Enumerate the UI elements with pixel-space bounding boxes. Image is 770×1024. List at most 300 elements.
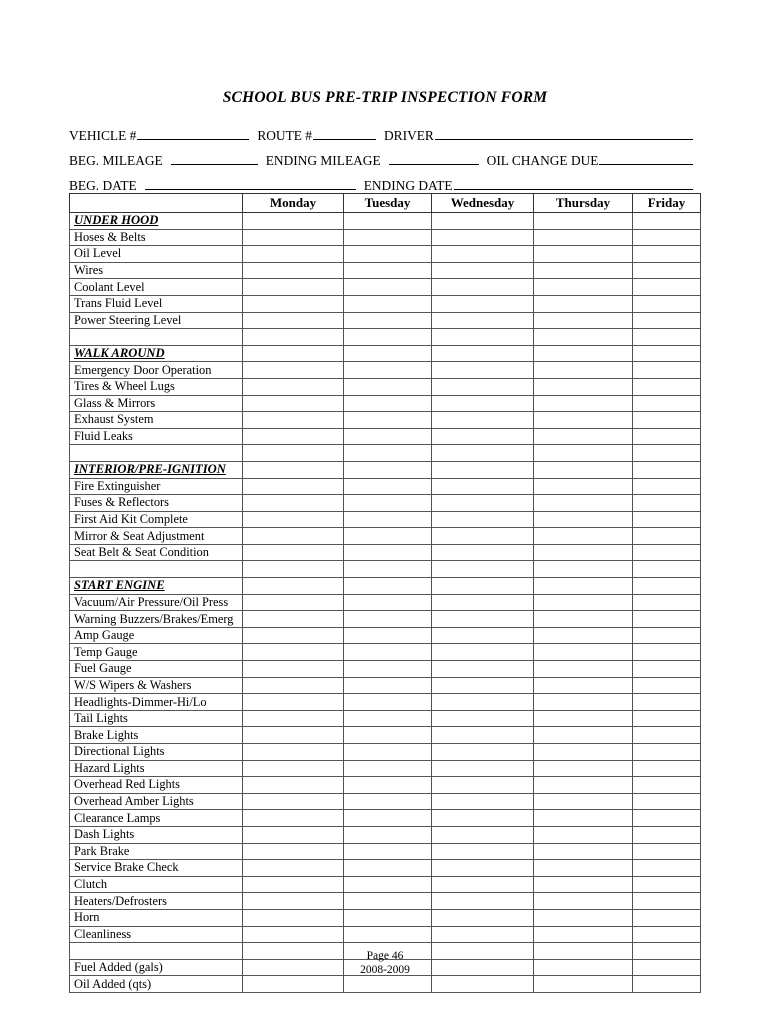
checkbox-cell-monday[interactable] [243, 461, 344, 478]
checkbox-cell-friday[interactable] [633, 362, 701, 379]
checkbox-cell-friday[interactable] [633, 644, 701, 661]
checkbox-cell-friday[interactable] [633, 495, 701, 512]
checkbox-cell-tuesday [344, 445, 432, 462]
checkbox-cell-friday[interactable] [633, 727, 701, 744]
checkbox-cell-monday[interactable] [243, 860, 344, 877]
checkbox-cell-monday[interactable] [243, 976, 344, 993]
beginning-mileage-field[interactable] [171, 153, 258, 165]
checkbox-cell-friday[interactable] [633, 744, 701, 761]
beginning-date-label: BEG. DATE [69, 178, 137, 193]
checkbox-cell-friday[interactable] [633, 544, 701, 561]
table-row [70, 976, 701, 993]
checkbox-cell-monday[interactable] [243, 544, 344, 561]
checkbox-cell-wednesday[interactable] [432, 793, 534, 810]
table-row [70, 295, 701, 312]
table-section-row [70, 345, 701, 362]
checkbox-cell-wednesday[interactable] [432, 976, 534, 993]
checkbox-cell-monday[interactable] [243, 295, 344, 312]
table-row [70, 428, 701, 445]
vehicle-number-field[interactable] [137, 128, 249, 140]
inspection-item-label: Cleanliness [70, 926, 243, 943]
checkbox-cell-tuesday[interactable] [344, 727, 432, 744]
checkbox-cell-wednesday[interactable] [432, 826, 534, 843]
checkbox-cell-wednesday[interactable] [432, 428, 534, 445]
checkbox-cell-tuesday[interactable] [344, 495, 432, 512]
checkbox-cell-thursday[interactable] [534, 611, 633, 628]
checkbox-cell-tuesday[interactable] [344, 909, 432, 926]
checkbox-cell-thursday[interactable] [534, 876, 633, 893]
checkbox-cell-monday[interactable] [243, 578, 344, 595]
inspection-item-label: Service Brake Check [70, 860, 243, 877]
checkbox-cell-tuesday[interactable] [344, 544, 432, 561]
checkbox-cell-wednesday [432, 329, 534, 346]
checkbox-cell-thursday[interactable] [534, 677, 633, 694]
checkbox-cell-monday[interactable] [243, 395, 344, 412]
table-header-day-monday: Monday [243, 194, 344, 213]
checkbox-cell-thursday[interactable] [534, 295, 633, 312]
checkbox-cell-tuesday[interactable] [344, 661, 432, 678]
inspection-item-label: Mirror & Seat Adjustment [70, 528, 243, 545]
checkbox-cell-friday[interactable] [633, 412, 701, 429]
checkbox-cell-thursday[interactable] [534, 744, 633, 761]
checkbox-cell-monday[interactable] [243, 362, 344, 379]
checkbox-cell-friday[interactable] [633, 893, 701, 910]
checkbox-cell-wednesday[interactable] [432, 461, 534, 478]
table-row [70, 644, 701, 661]
checkbox-cell-thursday[interactable] [534, 793, 633, 810]
checkbox-cell-friday[interactable] [633, 378, 701, 395]
checkbox-cell-wednesday[interactable] [432, 229, 534, 246]
checkbox-cell-tuesday[interactable] [344, 777, 432, 794]
checkbox-cell-thursday[interactable] [534, 345, 633, 362]
checkbox-cell-thursday[interactable] [534, 412, 633, 429]
checkbox-cell-thursday[interactable] [534, 279, 633, 296]
checkbox-cell-monday[interactable] [243, 661, 344, 678]
inspection-item-label: Oil Added (qts) [70, 976, 243, 993]
checkbox-cell-wednesday[interactable] [432, 528, 534, 545]
checkbox-cell-friday[interactable] [633, 926, 701, 943]
checkbox-cell-thursday[interactable] [534, 578, 633, 595]
checkbox-cell-thursday[interactable] [534, 710, 633, 727]
checkbox-cell-tuesday[interactable] [344, 213, 432, 230]
checkbox-cell-thursday[interactable] [534, 777, 633, 794]
checkbox-cell-friday[interactable] [633, 213, 701, 230]
checkbox-cell-wednesday[interactable] [432, 495, 534, 512]
inspection-item-label: Glass & Mirrors [70, 395, 243, 412]
checkbox-cell-wednesday[interactable] [432, 843, 534, 860]
checkbox-cell-tuesday[interactable] [344, 677, 432, 694]
inspection-item-label: Oil Level [70, 246, 243, 263]
checkbox-cell-tuesday[interactable] [344, 843, 432, 860]
checkbox-cell-wednesday[interactable] [432, 594, 534, 611]
page-footer [0, 950, 770, 977]
checkbox-cell-monday[interactable] [243, 428, 344, 445]
checkbox-cell-tuesday[interactable] [344, 246, 432, 263]
checkbox-cell-monday[interactable] [243, 262, 344, 279]
checkbox-cell-thursday[interactable] [534, 262, 633, 279]
checkbox-cell-thursday[interactable] [534, 229, 633, 246]
inspection-item-label: Power Steering Level [70, 312, 243, 329]
route-number-label: ROUTE # [257, 128, 313, 143]
checkbox-cell-monday[interactable] [243, 843, 344, 860]
checkbox-cell-monday[interactable] [243, 312, 344, 329]
checkbox-cell-monday[interactable] [243, 644, 344, 661]
checkbox-cell-monday[interactable] [243, 727, 344, 744]
checkbox-cell-tuesday[interactable] [344, 262, 432, 279]
table-row [70, 378, 701, 395]
checkbox-cell-thursday[interactable] [534, 594, 633, 611]
checkbox-cell-wednesday[interactable] [432, 876, 534, 893]
checkbox-cell-wednesday [432, 445, 534, 462]
checkbox-cell-thursday[interactable] [534, 378, 633, 395]
checkbox-cell-thursday[interactable] [534, 495, 633, 512]
checkbox-cell-monday[interactable] [243, 909, 344, 926]
checkbox-cell-friday[interactable] [633, 826, 701, 843]
checkbox-cell-wednesday[interactable] [432, 611, 534, 628]
table-row [70, 627, 701, 644]
checkbox-cell-friday [633, 445, 701, 462]
checkbox-cell-tuesday[interactable] [344, 744, 432, 761]
checkbox-cell-friday[interactable] [633, 295, 701, 312]
checkbox-cell-tuesday[interactable] [344, 893, 432, 910]
checkbox-cell-friday[interactable] [633, 528, 701, 545]
checkbox-cell-monday[interactable] [243, 279, 344, 296]
checkbox-cell-monday[interactable] [243, 777, 344, 794]
checkbox-cell-monday[interactable] [243, 926, 344, 943]
checkbox-cell-tuesday[interactable] [344, 627, 432, 644]
checkbox-cell-wednesday[interactable] [432, 810, 534, 827]
checkbox-cell-tuesday[interactable] [344, 345, 432, 362]
checkbox-cell-friday[interactable] [633, 345, 701, 362]
table-row [70, 777, 701, 794]
checkbox-cell-friday [633, 561, 701, 578]
table-row [70, 395, 701, 412]
section-heading [70, 213, 243, 230]
checkbox-cell-friday[interactable] [633, 843, 701, 860]
checkbox-cell-thursday[interactable] [534, 760, 633, 777]
checkbox-cell-tuesday[interactable] [344, 760, 432, 777]
checkbox-cell-wednesday[interactable] [432, 694, 534, 711]
checkbox-cell-thursday[interactable] [534, 461, 633, 478]
checkbox-cell-monday[interactable] [243, 594, 344, 611]
checkbox-cell-wednesday[interactable] [432, 727, 534, 744]
checkbox-cell-friday[interactable] [633, 976, 701, 993]
checkbox-cell-thursday[interactable] [534, 826, 633, 843]
inspection-item-label: Tail Lights [70, 710, 243, 727]
table-header-day-friday: Friday [633, 194, 701, 213]
table-row [70, 594, 701, 611]
checkbox-cell-friday[interactable] [633, 627, 701, 644]
checkbox-cell-wednesday[interactable] [432, 213, 534, 230]
checkbox-cell-monday [243, 329, 344, 346]
checkbox-cell-tuesday[interactable] [344, 694, 432, 711]
table-row [70, 810, 701, 827]
checkbox-cell-monday[interactable] [243, 793, 344, 810]
checkbox-cell-wednesday[interactable] [432, 710, 534, 727]
checkbox-cell-tuesday[interactable] [344, 395, 432, 412]
page-title: SCHOOL BUS PRE-TRIP INSPECTION FORM [222, 89, 548, 106]
table-section-row [70, 461, 701, 478]
checkbox-cell-thursday[interactable] [534, 528, 633, 545]
checkbox-cell-tuesday[interactable] [344, 578, 432, 595]
checkbox-cell-friday[interactable] [633, 611, 701, 628]
checkbox-cell-tuesday[interactable] [344, 644, 432, 661]
checkbox-cell-friday[interactable] [633, 909, 701, 926]
form-header-fields [69, 128, 694, 203]
checkbox-cell-wednesday[interactable] [432, 544, 534, 561]
checkbox-cell-friday[interactable] [633, 860, 701, 877]
table-row [70, 229, 701, 246]
checkbox-cell-tuesday[interactable] [344, 412, 432, 429]
checkbox-cell-friday[interactable] [633, 710, 701, 727]
spacer-cell [70, 329, 243, 346]
checkbox-cell-wednesday[interactable] [432, 677, 534, 694]
table-row [70, 826, 701, 843]
inspection-item-label: Dash Lights [70, 826, 243, 843]
table-row [70, 909, 701, 926]
checkbox-cell-thursday[interactable] [534, 544, 633, 561]
checkbox-cell-monday[interactable] [243, 810, 344, 827]
checkbox-cell-wednesday[interactable] [432, 860, 534, 877]
inspection-item-label: Fuel Added (gals) [70, 959, 243, 976]
checkbox-cell-thursday[interactable] [534, 395, 633, 412]
checkbox-cell-wednesday[interactable] [432, 378, 534, 395]
checkbox-cell-tuesday[interactable] [344, 926, 432, 943]
checkbox-cell-tuesday[interactable] [344, 229, 432, 246]
inspection-item-label: Fuel Gauge [70, 661, 243, 678]
section-heading-label: INTERIOR/PRE-IGNITION [74, 462, 226, 477]
inspection-item-label: Warning Buzzers/Brakes/Emerg [70, 611, 243, 628]
checkbox-cell-thursday[interactable] [534, 843, 633, 860]
checkbox-cell-tuesday[interactable] [344, 428, 432, 445]
checkbox-cell-monday[interactable] [243, 893, 344, 910]
inspection-item-label: Fuses & Reflectors [70, 495, 243, 512]
checkbox-cell-wednesday[interactable] [432, 777, 534, 794]
checkbox-cell-wednesday[interactable] [432, 760, 534, 777]
checkbox-cell-thursday[interactable] [534, 860, 633, 877]
inspection-item-label: Emergency Door Operation [70, 362, 243, 379]
checkbox-cell-monday[interactable] [243, 744, 344, 761]
checkbox-cell-wednesday[interactable] [432, 412, 534, 429]
checkbox-cell-wednesday[interactable] [432, 295, 534, 312]
checkbox-cell-friday[interactable] [633, 661, 701, 678]
checkbox-cell-wednesday[interactable] [432, 246, 534, 263]
checkbox-cell-thursday[interactable] [534, 213, 633, 230]
inspection-item-label: Fire Extinguisher [70, 478, 243, 495]
table-row [70, 279, 701, 296]
checkbox-cell-tuesday[interactable] [344, 876, 432, 893]
checkbox-cell-wednesday[interactable] [432, 893, 534, 910]
checkbox-cell-friday[interactable] [633, 594, 701, 611]
checkbox-cell-monday[interactable] [243, 495, 344, 512]
checkbox-cell-thursday[interactable] [534, 312, 633, 329]
checkbox-cell-tuesday[interactable] [344, 710, 432, 727]
checkbox-cell-friday[interactable] [633, 262, 701, 279]
inspection-item-label: Park Brake [70, 843, 243, 860]
checkbox-cell-friday[interactable] [633, 793, 701, 810]
checkbox-cell-monday[interactable] [243, 694, 344, 711]
checkbox-cell-thursday[interactable] [534, 644, 633, 661]
checkbox-cell-tuesday[interactable] [344, 826, 432, 843]
checkbox-cell-tuesday[interactable] [344, 860, 432, 877]
checkbox-cell-tuesday[interactable] [344, 279, 432, 296]
table-section-row [70, 213, 701, 230]
checkbox-cell-friday[interactable] [633, 578, 701, 595]
checkbox-cell-friday[interactable] [633, 312, 701, 329]
table-spacer-row [70, 329, 701, 346]
oil-change-due-label: OIL CHANGE DUE [486, 153, 599, 168]
checkbox-cell-tuesday[interactable] [344, 594, 432, 611]
table-row [70, 312, 701, 329]
checkbox-cell-thursday[interactable] [534, 661, 633, 678]
checkbox-cell-friday[interactable] [633, 395, 701, 412]
checkbox-cell-monday[interactable] [243, 876, 344, 893]
checkbox-cell-wednesday[interactable] [432, 262, 534, 279]
checkbox-cell-thursday[interactable] [534, 893, 633, 910]
checkbox-cell-wednesday[interactable] [432, 627, 534, 644]
checkbox-cell-monday[interactable] [243, 627, 344, 644]
checkbox-cell-monday[interactable] [243, 213, 344, 230]
checkbox-cell-monday [243, 445, 344, 462]
checkbox-cell-monday[interactable] [243, 611, 344, 628]
checkbox-cell-thursday[interactable] [534, 511, 633, 528]
oil-change-due-field[interactable] [599, 153, 693, 165]
table-row [70, 495, 701, 512]
ending-date-field[interactable] [454, 178, 693, 190]
checkbox-cell-wednesday[interactable] [432, 395, 534, 412]
form-line-mileage-oil [69, 153, 694, 178]
checkbox-cell-monday[interactable] [243, 229, 344, 246]
checkbox-cell-thursday [534, 445, 633, 462]
table-row [70, 926, 701, 943]
checkbox-cell-thursday[interactable] [534, 909, 633, 926]
checkbox-cell-thursday[interactable] [534, 246, 633, 263]
checkbox-cell-friday[interactable] [633, 478, 701, 495]
checkbox-cell-tuesday[interactable] [344, 511, 432, 528]
checkbox-cell-wednesday[interactable] [432, 909, 534, 926]
checkbox-cell-wednesday[interactable] [432, 312, 534, 329]
table-row [70, 544, 701, 561]
checkbox-cell-friday[interactable] [633, 229, 701, 246]
checkbox-cell-tuesday[interactable] [344, 793, 432, 810]
table-body [70, 213, 701, 993]
ending-mileage-field[interactable] [389, 153, 479, 165]
inspection-item-label: Temp Gauge [70, 644, 243, 661]
checkbox-cell-wednesday[interactable] [432, 644, 534, 661]
spacer-cell [70, 561, 243, 578]
checkbox-cell-wednesday[interactable] [432, 345, 534, 362]
checkbox-cell-tuesday[interactable] [344, 378, 432, 395]
checkbox-cell-monday[interactable] [243, 710, 344, 727]
checkbox-cell-friday[interactable] [633, 428, 701, 445]
checkbox-cell-monday[interactable] [243, 412, 344, 429]
table-row [70, 262, 701, 279]
checkbox-cell-monday[interactable] [243, 677, 344, 694]
section-heading [70, 345, 243, 362]
table-row [70, 727, 701, 744]
table-header-day-wednesday: Wednesday [432, 194, 534, 213]
checkbox-cell-tuesday[interactable] [344, 461, 432, 478]
checkbox-cell-monday[interactable] [243, 511, 344, 528]
inspection-item-label: Exhaust System [70, 412, 243, 429]
checkbox-cell-wednesday[interactable] [432, 511, 534, 528]
checkbox-cell-wednesday[interactable] [432, 661, 534, 678]
table-spacer-row [70, 445, 701, 462]
inspection-item-label: Seat Belt & Seat Condition [70, 544, 243, 561]
inspection-checklist-table [69, 193, 701, 993]
driver-field[interactable] [435, 128, 693, 140]
checkbox-cell-friday[interactable] [633, 876, 701, 893]
checkbox-cell-monday[interactable] [243, 378, 344, 395]
section-heading-label: WALK AROUND [74, 346, 165, 361]
spacer-cell [70, 445, 243, 462]
checkbox-cell-tuesday[interactable] [344, 312, 432, 329]
checkbox-cell-monday[interactable] [243, 826, 344, 843]
checkbox-cell-tuesday[interactable] [344, 528, 432, 545]
checkbox-cell-monday[interactable] [243, 478, 344, 495]
checkbox-cell-wednesday[interactable] [432, 362, 534, 379]
checkbox-cell-friday[interactable] [633, 677, 701, 694]
checkbox-cell-friday[interactable] [633, 810, 701, 827]
checkbox-cell-friday[interactable] [633, 279, 701, 296]
inspection-item-label: Overhead Amber Lights [70, 793, 243, 810]
checkbox-cell-tuesday[interactable] [344, 810, 432, 827]
footer-school-year: 2008-2009 [360, 963, 410, 976]
checkbox-cell-friday[interactable] [633, 461, 701, 478]
table-row [70, 876, 701, 893]
table-row [70, 661, 701, 678]
inspection-item-label: Heaters/Defrosters [70, 893, 243, 910]
checkbox-cell-wednesday[interactable] [432, 578, 534, 595]
checkbox-cell-monday [243, 561, 344, 578]
checkbox-cell-thursday[interactable] [534, 694, 633, 711]
checkbox-cell-tuesday[interactable] [344, 611, 432, 628]
checkbox-cell-tuesday[interactable] [344, 976, 432, 993]
inspection-item-label: Brake Lights [70, 727, 243, 744]
checkbox-cell-tuesday[interactable] [344, 295, 432, 312]
checkbox-cell-friday[interactable] [633, 246, 701, 263]
checkbox-cell-wednesday[interactable] [432, 478, 534, 495]
checkbox-cell-tuesday[interactable] [344, 478, 432, 495]
inspection-item-label: Fluid Leaks [70, 428, 243, 445]
table-row [70, 362, 701, 379]
checkbox-cell-thursday[interactable] [534, 810, 633, 827]
route-number-field[interactable] [313, 128, 376, 140]
table-header [70, 194, 701, 213]
checkbox-cell-thursday[interactable] [534, 627, 633, 644]
checkbox-cell-monday[interactable] [243, 246, 344, 263]
checkbox-cell-wednesday[interactable] [432, 279, 534, 296]
checkbox-cell-monday[interactable] [243, 528, 344, 545]
beginning-date-field[interactable] [145, 178, 356, 190]
checkbox-cell-friday[interactable] [633, 694, 701, 711]
checkbox-cell-friday[interactable] [633, 511, 701, 528]
checkbox-cell-thursday[interactable] [534, 727, 633, 744]
checkbox-cell-thursday[interactable] [534, 478, 633, 495]
checkbox-cell-wednesday[interactable] [432, 744, 534, 761]
checkbox-cell-monday[interactable] [243, 760, 344, 777]
beginning-mileage-label: BEG. MILEAGE [69, 153, 163, 168]
checkbox-cell-monday[interactable] [243, 345, 344, 362]
checkbox-cell-thursday[interactable] [534, 362, 633, 379]
checkbox-cell-tuesday[interactable] [344, 362, 432, 379]
checkbox-cell-wednesday[interactable] [432, 926, 534, 943]
checkbox-cell-thursday[interactable] [534, 428, 633, 445]
checkbox-cell-thursday[interactable] [534, 926, 633, 943]
checkbox-cell-friday[interactable] [633, 760, 701, 777]
checkbox-cell-friday[interactable] [633, 777, 701, 794]
checkbox-cell-thursday[interactable] [534, 976, 633, 993]
